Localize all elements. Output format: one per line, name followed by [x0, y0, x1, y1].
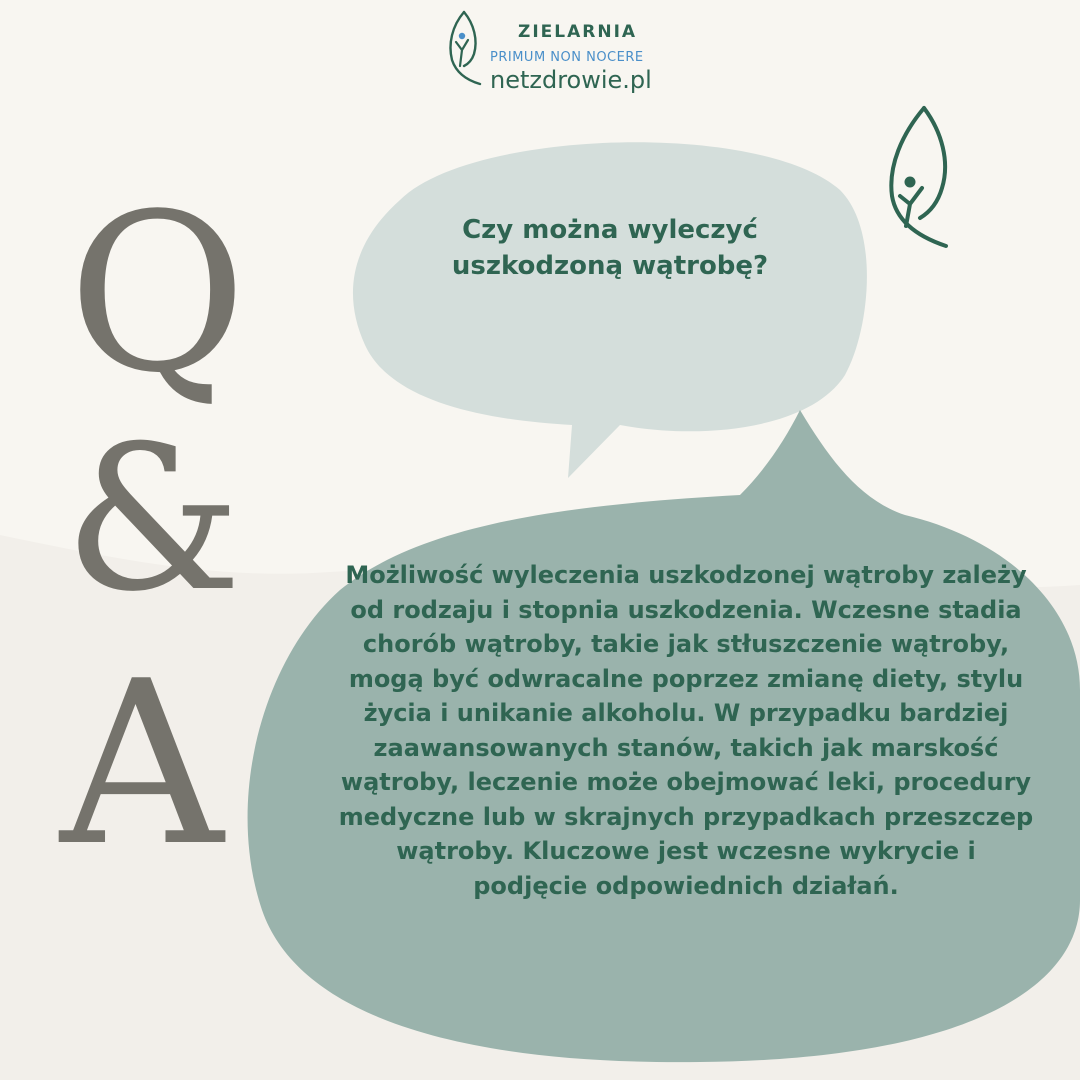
heading-letter-q: Q — [68, 168, 247, 421]
question-text: Czy można wyleczyć uszkodzoną wątrobę? — [451, 215, 769, 281]
heading-letter-a: A — [60, 633, 224, 896]
question-bubble — [353, 142, 867, 478]
brand-domain: netzdrowie.pl — [490, 66, 652, 94]
answer-text: Możliwość wyleczenia uszkodzonej wątroby zależy od rodzaju i stopnia uszkodzenia. Wczesne stadia chorób wątroby, takie jak stłuszczenie wątroby, mogą być odwracalne poprzez zmianę diety, stylu życia i unikanie alkoholu. W przypadku bardziej zaawansowanych stanów, takich jak marskość wątroby, leczenie może obejmować leki, procedury medyczne lub w skrajnych przypadkach przeszczep wątroby. Kluczowe jest wczesne wykrycie i podjęcie odpowiednich działań. — [338, 561, 1034, 900]
brand-name: ZIELARNIA — [518, 22, 638, 42]
brand-tagline: PRIMUM NON NOCERE — [490, 50, 644, 65]
heading-ampersand: & — [64, 403, 243, 636]
